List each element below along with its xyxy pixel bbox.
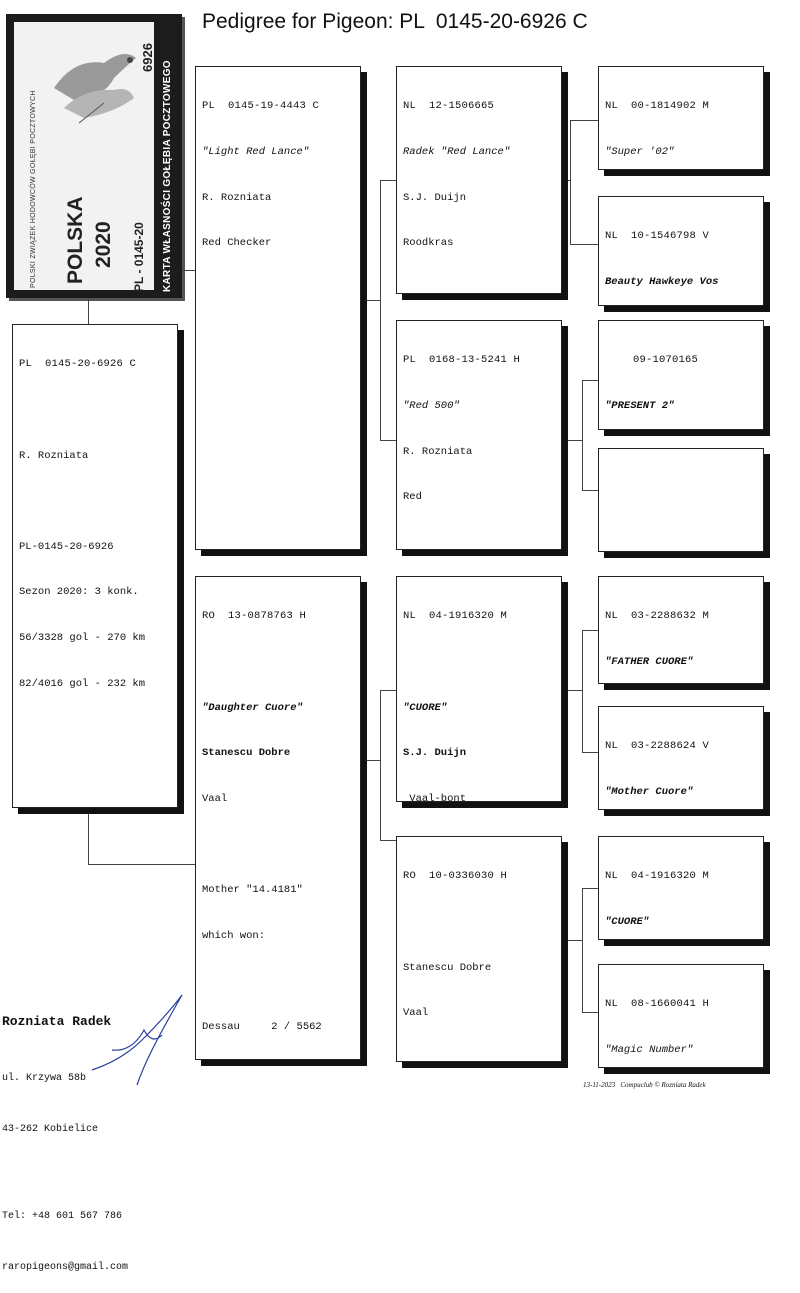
connector	[582, 380, 598, 381]
pigeon-name: Beauty Hawkeye Vos	[605, 276, 719, 289]
connector	[380, 690, 396, 691]
card-line	[403, 915, 555, 930]
connector	[182, 270, 195, 271]
connector	[360, 760, 380, 761]
connector	[570, 244, 598, 245]
connector	[88, 298, 89, 324]
card-line: Red Checker	[202, 237, 272, 250]
card-line	[403, 282, 555, 294]
card-line: Vaal	[403, 1007, 429, 1020]
card-line: 56/3328 gol - 270 km	[19, 632, 146, 645]
card-line: S.J. Duijn	[403, 191, 467, 204]
card-line: Roodkras	[403, 237, 454, 250]
pigeon-name: "Daughter Cuore"	[202, 701, 303, 714]
footer-credit: 13-11-2023 Compuclub © Rozniata Radek	[583, 1081, 706, 1089]
sire-dam-dam-card	[598, 448, 764, 552]
dam-sire-card	[396, 576, 562, 802]
card-line	[403, 655, 555, 670]
connector	[582, 380, 583, 490]
card-line	[403, 536, 555, 550]
card-line: R. Rozniata	[403, 445, 473, 458]
card-line: Mother "14.4181"	[202, 884, 303, 897]
pigeon-name: "PRESENT 2"	[605, 400, 675, 413]
card-line: Dessau 2 / 5562	[202, 1020, 322, 1033]
pigeon-name: "Red 500"	[403, 400, 460, 413]
connector	[570, 120, 598, 121]
card-line	[19, 494, 171, 509]
card-line: Vaal	[202, 792, 228, 805]
owner-street: ul. Krzywa 58b	[2, 1073, 87, 1084]
card-line	[403, 1052, 555, 1062]
pigeon-name: "FATHER CUORE"	[605, 656, 694, 669]
card-line: Red	[403, 491, 422, 504]
card-line	[202, 837, 354, 852]
card-line: Stanescu Dobre	[403, 961, 492, 974]
connector	[560, 940, 582, 941]
ring-number: NL 10-1546798 V	[605, 230, 710, 243]
dam-dam-card	[396, 836, 562, 1062]
card-line: Vaal-bont	[403, 792, 467, 802]
ring-number: NL 04-1916320 M	[605, 870, 710, 883]
pigeon-name: "CUORE"	[605, 916, 650, 929]
breeder-name: S.J. Duijn	[403, 747, 467, 760]
card-line: Sezon 2020: 3 konk.	[19, 586, 139, 599]
sire-dam-sire-card	[598, 320, 764, 430]
card-line: R. Rozniata	[202, 191, 272, 204]
dam-sire-dam-card	[598, 706, 764, 810]
owner-email: raropigeons@gmail.com	[2, 1262, 129, 1273]
connector	[582, 888, 598, 889]
connector	[360, 300, 380, 301]
sire-dam-card	[396, 320, 562, 550]
connector	[380, 180, 381, 440]
ring-number: RO 10-0336030 H	[403, 870, 508, 883]
connector	[380, 180, 396, 181]
connector	[88, 808, 89, 864]
connector	[582, 752, 598, 753]
sire-card	[195, 66, 361, 550]
card-line	[19, 403, 171, 418]
connector	[582, 490, 598, 491]
connector	[380, 840, 396, 841]
connector	[582, 888, 583, 1012]
card-line: R. Rozniata	[19, 449, 89, 462]
connector	[560, 440, 582, 441]
connector	[582, 630, 598, 631]
connector	[380, 690, 381, 840]
ring-number: 09-1070165	[633, 354, 699, 367]
pigeon-name: "Mother Cuore"	[605, 786, 694, 799]
card-line: PL-0145-20-6926	[19, 540, 114, 553]
ring-number: NL 04-1916320 M	[403, 610, 508, 623]
breeder-name: Stanescu Dobre	[202, 747, 291, 760]
pigeon-name: Radek "Red Lance"	[403, 146, 511, 159]
connector	[570, 120, 571, 244]
ring-number: NL 03-2288632 M	[605, 610, 710, 623]
card-line: 82/4016 gol - 232 km	[19, 677, 146, 690]
pigeon-name: "Super '02"	[605, 146, 675, 159]
ring-number: RO 13-0878763 H	[202, 610, 307, 623]
ring-card-number: 6926	[140, 43, 155, 72]
owner-name: Rozniata Radek	[2, 1014, 112, 1029]
ring-card-organization: POLSKI ZWIĄZEK HODOWCÓW GOŁĘBI POCZTOWYCH	[30, 90, 37, 288]
signature-icon	[82, 990, 192, 1090]
ring-number: PL 0168-13-5241 H	[403, 354, 521, 367]
ring-number: NL 08-1660041 H	[605, 998, 710, 1011]
subject-card	[12, 324, 178, 808]
ring-number: PL 0145-19-4443 C	[202, 100, 320, 113]
pigeon-name: "Magic Number"	[605, 1044, 694, 1057]
ring-card-ring: PL - 0145-20	[132, 222, 146, 292]
sire-sire-dam-card	[598, 196, 764, 306]
connector	[380, 440, 396, 441]
card-line	[202, 974, 354, 989]
card-line: which won:	[202, 929, 266, 942]
owner-city: 43-262 Kobielice	[2, 1124, 99, 1135]
owner-phone: Tel: +48 601 567 786	[2, 1211, 123, 1222]
pigeon-illustration-icon	[44, 28, 144, 128]
pigeon-name: "Light Red Lance"	[202, 146, 310, 159]
dam-dam-sire-card	[598, 836, 764, 940]
dam-card	[195, 576, 361, 1060]
page-title: Pedigree for Pigeon: PL 0145-20-6926 C	[202, 10, 588, 33]
sire-sire-card	[396, 66, 562, 294]
ring-card-owner-caption: KARTA WŁASNOŚCI GOŁĘBIA POCZTOWEGO	[162, 60, 173, 292]
ring-number: NL 03-2288624 V	[605, 740, 710, 753]
dam-dam-dam-card	[598, 964, 764, 1068]
card-line	[202, 655, 354, 670]
connector	[582, 630, 583, 752]
connector	[88, 864, 195, 865]
connector	[560, 690, 582, 691]
dam-sire-sire-card	[598, 576, 764, 684]
pigeon-name: "CUORE"	[403, 701, 448, 714]
ring-number: NL 00-1814902 M	[605, 100, 710, 113]
ring-card-year: 2020	[92, 221, 115, 268]
ring-card-image	[6, 14, 182, 298]
ring-card-country: POLSKA	[64, 196, 87, 284]
ring-number: NL 12-1506665	[403, 100, 495, 113]
connector	[582, 1012, 598, 1013]
ring-number: PL 0145-20-6926 C	[19, 358, 137, 371]
sire-sire-sire-card	[598, 66, 764, 170]
